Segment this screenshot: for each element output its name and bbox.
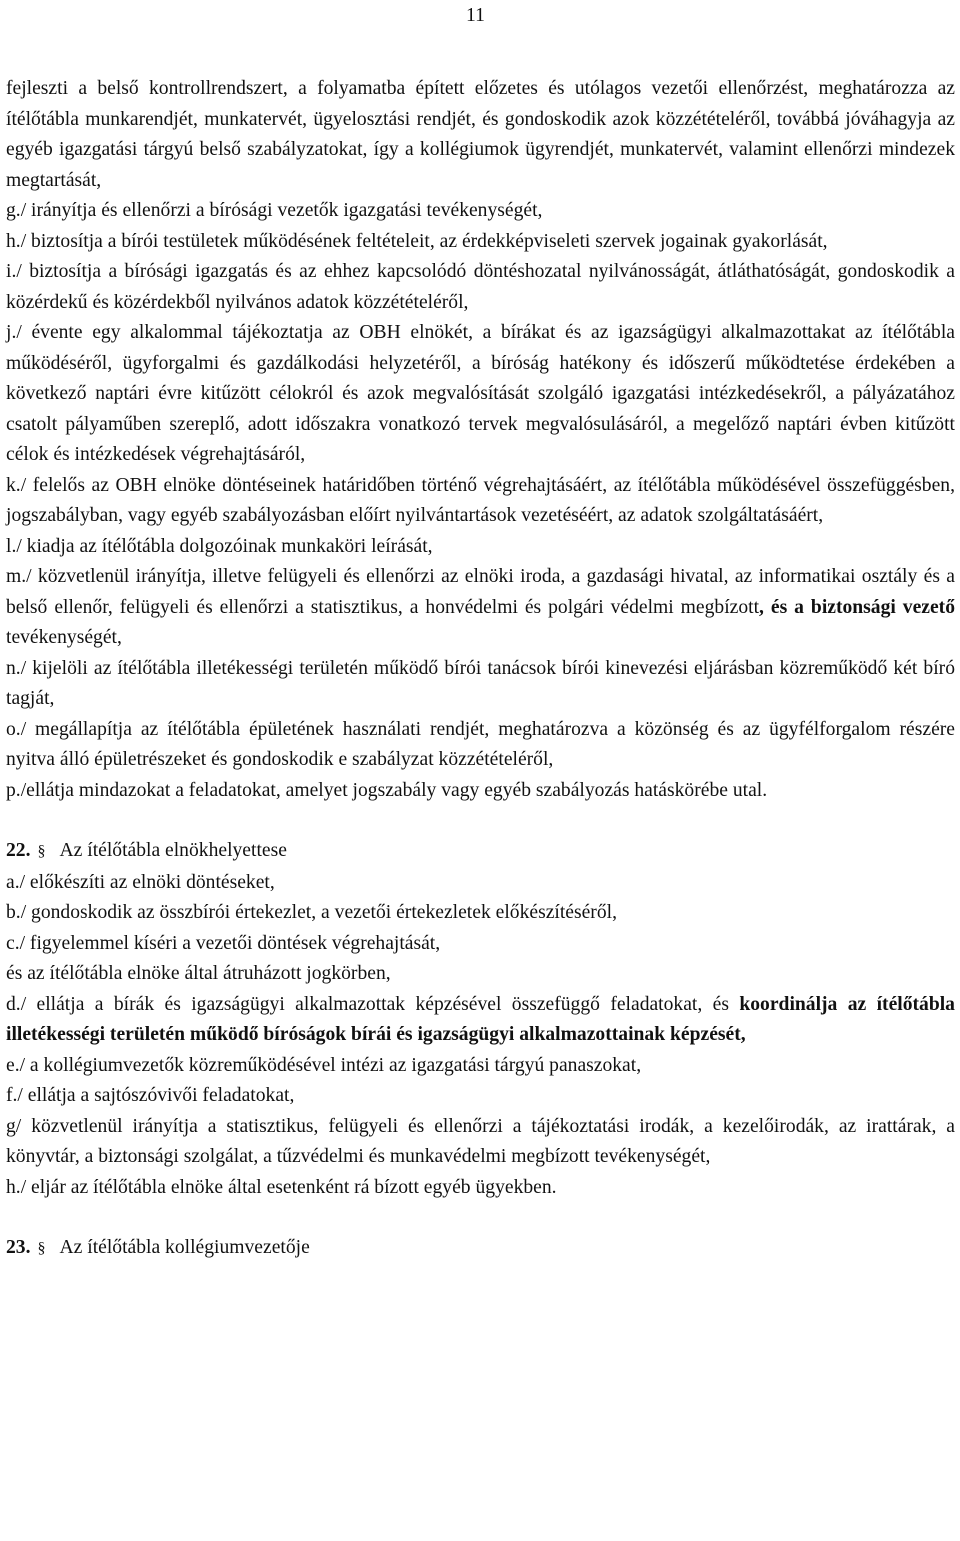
page-number: 11 xyxy=(466,5,485,26)
paragraph-m-bold: , és a biztonsági vezető xyxy=(759,596,956,618)
paragraph-k: k./ felelős az OBH elnöke döntéseinek határidőben történő végrehajtásáért, az ítélőtábla működésével összefüggésben, jogszabályban, vagy egyéb szabályozásban előírt nyilvántartások vezetéséért, az adatok szolgáltatásáért, xyxy=(6,474,955,526)
paragraph-m xyxy=(6,562,955,654)
paragraph-l: l./ kiadja az ítélőtábla dolgozóinak munkaköri leírását, xyxy=(6,535,433,557)
section-22-item-b: b./ gondoskodik az összbírói értekezlet, a vezetői értekezletek előkészítéséről, xyxy=(6,902,617,923)
section-23-heading xyxy=(6,1233,955,1265)
section-22-number: 22. xyxy=(6,840,31,861)
paragraph-n: n./ kijelöli az ítélőtábla illetékességi területén működő bírói tanácsok bírói kinevezési eljárásban közreműködő két bíró tagját, xyxy=(6,657,955,709)
paragraph-i: i./ biztosítja a bírósági igazgatás és az ehhez kapcsolódó döntéshozatal nyilvánosságát, átláthatóságát, gondoskodik a közérdekű és közérdekből nyilvános adatok közzétételéről, xyxy=(6,261,955,313)
section-22-item-h: h./ eljár az ítélőtábla elnöke által esetenként rá bízott egyéb ügyekben. xyxy=(6,1176,557,1198)
section-mark-icon: § xyxy=(37,1240,46,1257)
paragraph-g: g./ irányítja és ellenőrzi a bírósági vezetők igazgatási tevékenységét, xyxy=(6,200,543,221)
section-22-item-d-text: d./ ellátja a bírák és igazságügyi alkalmazottak képzésével összefüggő feladatokat, és xyxy=(6,993,740,1015)
section-22-item-e: e./ a kollégiumvezetők közreműködésével intézi az igazgatási tárgyú panaszokat, xyxy=(6,1054,642,1076)
paragraph-h: h./ biztosítja a bírói testületek működésének feltételeit, az érdekképviseleti szervek jogainak gyakorlását, xyxy=(6,230,828,252)
section-23-title: Az ítélőtábla kollégiumvezetője xyxy=(59,1237,310,1258)
section-22-heading xyxy=(6,836,955,868)
paragraph-m-tail: tevékenységét, xyxy=(6,627,122,648)
section-23-number: 23. xyxy=(6,1237,31,1258)
section-22-item-g: g/ közvetlenül irányítja a statisztikus, felügyeli és ellenőrzi a tájékoztatási irodák, a kezelőirodák, az irattárak, a könyvtár, a biztonsági szolgálat, a tűzvédelmi és munkavédelmi megbízott tevékenységét, xyxy=(6,1115,955,1167)
section-22-item-f: f./ ellátja a sajtószóvivői feladatokat, xyxy=(6,1085,295,1106)
section-22-item-d-bold: koordinálja az ítélőtábla illetékességi területén működő bíróságok bírái és igazságügyi alkalmazottainak képzését, xyxy=(6,993,955,1045)
paragraph-f-continued: fejleszti a belső kontrollrendszert, a folyamatba épített előzetes és utólagos vezetői ellenőrzést, meghatározza az ítélőtábla munkarendjét, munkatervét, ügyelosztási rendjét, és gondoskodik azok közzétételéről, továbbá jóváhagyja az egyéb igazgatási tárgyú belső szabályzatokat, így a kollégiumok ügyrendjét, munkatervét, valamint ellenőrzi mindezek megtartását, xyxy=(6,78,955,191)
section-22-item-c-continued: és az ítélőtábla elnöke által átruházott jogkörben, xyxy=(6,963,391,984)
section-22-item-d xyxy=(6,990,955,1051)
section-mark-icon: § xyxy=(37,843,46,860)
paragraph-j: j./ évente egy alkalommal tájékoztatja az OBH elnökét, a bírákat és az igazságügyi alkalmazottakat az ítélőtábla működéséről, ügyforgalmi és gazdálkodási helyzetéről, a bíróság hatékony és időszerű működtetése érdekében a következő naptári évre kitűzött célokról és azok megvalósítását szolgáló igazgatási intézkedésekről, a pályázatához csatolt pályaműben szereplő, adott időszakra vonatkozó tervek megvalósulásáról, a megelőző naptári évben kitűzött célok és intézkedések végrehajtásáról, xyxy=(6,322,955,465)
paragraph-o: o./ megállapítja az ítélőtábla épületének használati rendjét, meghatározva a közönség és az ügyfélforgalom részére nyitva álló épületrészeket és gondoskodik e szabályzat közzétételéről, xyxy=(6,718,955,770)
section-22-title: Az ítélőtábla elnökhelyettese xyxy=(59,840,287,861)
section-22-item-a: a./ előkészíti az elnöki döntéseket, xyxy=(6,871,275,893)
section-22-item-c: c./ figyelemmel kíséri a vezetői döntések végrehajtását, xyxy=(6,932,441,954)
paragraph-p: p./ellátja mindazokat a feladatokat, amelyet jogszabály vagy egyéb szabályozás hatáskörébe utal. xyxy=(6,779,768,801)
paragraph-m-text: m./ közvetlenül irányítja, illetve felügyeli és ellenőrzi az elnöki iroda, a gazdasági hivatal, az informatikai osztály és a belső ellenőr, felügyeli és ellenőrzi a statisztikus, a honvédelmi és polgári védelmi megbízott xyxy=(6,566,955,618)
